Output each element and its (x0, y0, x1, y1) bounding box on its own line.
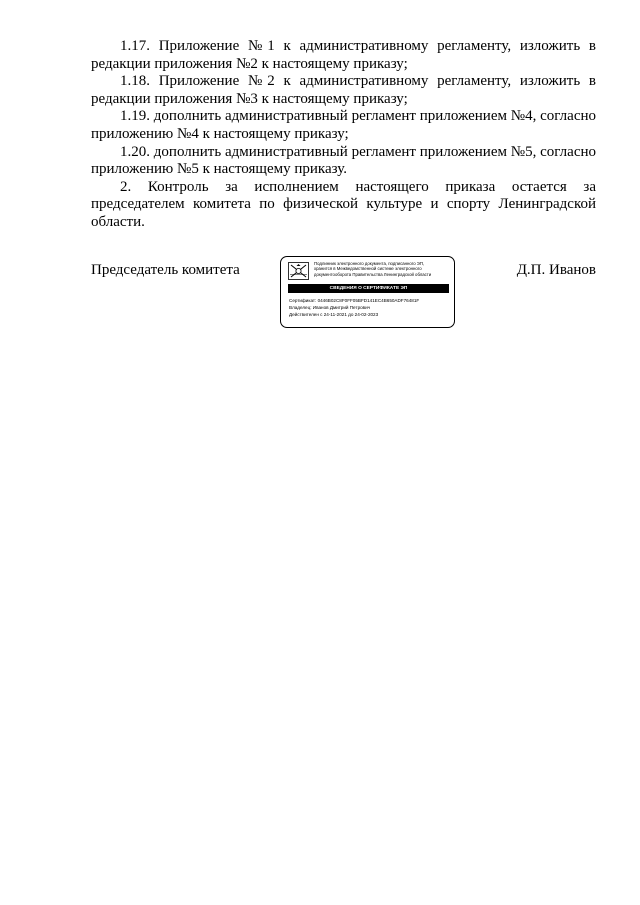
certificate-owner: Владелец: Иванов Дмитрий Петрович (289, 305, 371, 310)
paragraph-1-17: 1.17. Приложение №1 к административному регламенту, изложить в редакции приложения №2 к настоящему приказу; (91, 38, 596, 72)
paragraph-1-18: 1.18. Приложение №2 к административному регламенту, изложить в редакции приложения №3 к настоящему приказу; (91, 73, 596, 107)
signed-document-note (314, 261, 454, 277)
electronic-signature-stamp (280, 256, 455, 328)
paragraph-2: 2. Контроль за исполнением настоящего приказа остается за председателем комитета по физической культуре и спорту Ленинградской области. (91, 178, 596, 230)
certificate-details (289, 297, 454, 318)
paragraph-1-19: 1.19. дополнить административный регламент приложением №4, согласно приложению №4 к настоящему приказу; (91, 108, 596, 142)
signer-position: Председатель комитета (91, 262, 240, 278)
signature-block (91, 256, 596, 336)
certificate-header: СВЕДЕНИЯ О СЕРТИФИКАТЕ ЭП (288, 284, 449, 293)
certificate-number: Сертификат: 0446B02C8F0FF05BFD141EC4B650ADF76481F (289, 298, 420, 303)
document-body (91, 38, 596, 232)
signed-note-line: хранится в Межведомственной системе электронного (314, 266, 422, 272)
coat-of-arms-emblem-icon (288, 262, 309, 280)
signed-note-line: Подлинник электронного документа, подписанного ЭП, (314, 261, 425, 266)
paragraph-1-20: 1.20. дополнить административный регламент приложением №5, согласно приложению №5 к настоящему приказу. (91, 143, 596, 178)
signed-note-line: документооборота Правительства Ленинградской области (314, 271, 432, 277)
certificate-validity: Действителен с 24-11-2021 до 24-02-2023 (289, 312, 379, 317)
signer-name: Д.П. Иванов (516, 262, 596, 278)
